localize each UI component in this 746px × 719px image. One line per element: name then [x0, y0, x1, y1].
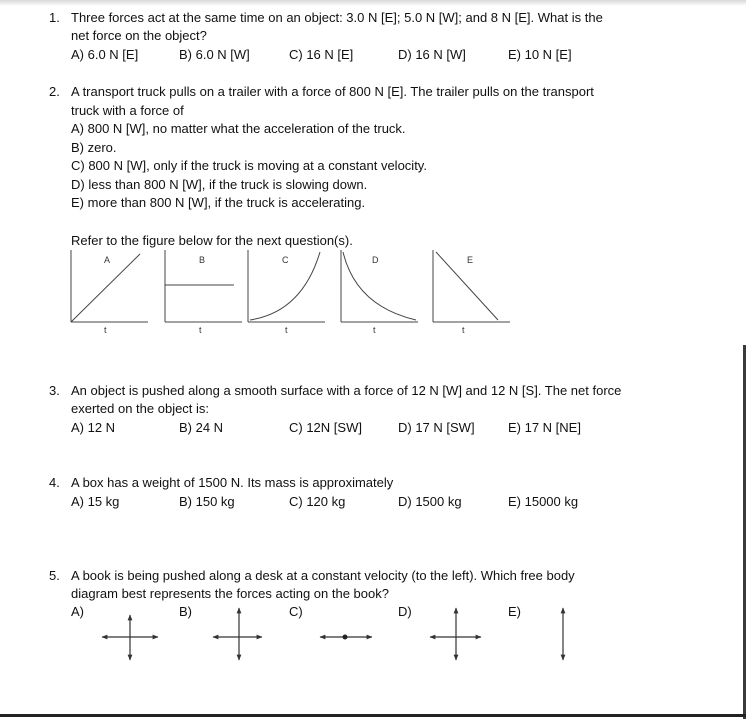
graph-b-axis-label: t [199, 325, 202, 335]
question-number: 3. [49, 383, 60, 398]
answer-option-c: C) 12N [SW] [289, 420, 362, 435]
question-text: diagram best represents the forces acting on the book? [71, 586, 389, 601]
graph-e-axis-label: t [462, 325, 465, 335]
answer-option-d: D) [398, 604, 412, 619]
answer-option-b: B) [179, 604, 192, 619]
answer-option-d: D) 1500 kg [398, 494, 462, 509]
answer-option-b: B) zero. [71, 140, 117, 155]
question-text: exerted on the object is: [71, 401, 210, 416]
fbd-c-point [343, 635, 348, 640]
graph-c-axis-label: t [285, 325, 288, 335]
answer-option-e: E) 15000 kg [508, 494, 579, 509]
question-text: A transport truck pulls on a trailer with a force of 800 N [E]. The trailer pulls on the transport [71, 84, 594, 99]
answer-option-e: E) [508, 604, 521, 619]
answer-option-b: B) 150 kg [179, 494, 235, 509]
answer-option-c: C) 800 N [W], only if the truck is moving at a constant velocity. [71, 158, 427, 173]
question-text: A box has a weight of 1500 N. Its mass is approximately [71, 475, 394, 490]
answer-option-e: E) 10 N [E] [508, 47, 572, 62]
answer-option-a: A) 800 N [W], no matter what the acceleration of the truck. [71, 121, 406, 136]
question-text: truck with a force of [71, 103, 184, 118]
fbd-b [213, 608, 262, 660]
question-number: 1. [49, 10, 60, 25]
graph-b-label: B [199, 255, 206, 265]
question-text: A book is being pushed along a desk at a constant velocity (to the left). Which free body [71, 568, 575, 583]
answer-option-a: A) 15 kg [71, 494, 120, 509]
answer-option-b: B) 6.0 N [W] [179, 47, 250, 62]
question-number: 4. [49, 475, 60, 490]
answer-option-d: D) 17 N [SW] [398, 420, 475, 435]
graph-a-label: A [104, 255, 111, 265]
question-number: 5. [49, 568, 60, 583]
answer-option-e: E) 17 N [NE] [508, 420, 581, 435]
answer-option-c: C) [289, 604, 303, 619]
question-text: Three forces act at the same time on an object: 3.0 N [E]; 5.0 N [W]; and 8 N [E]. What is the [71, 10, 603, 25]
answer-option-e: E) more than 800 N [W], if the truck is accelerating. [71, 195, 366, 210]
answer-option-a: A) 12 N [71, 420, 116, 435]
graph-c-label: C [282, 255, 289, 265]
bottom-divider [0, 714, 746, 717]
graph-e-label: E [467, 255, 474, 265]
answer-option-a: A) 6.0 N [E] [71, 47, 139, 62]
question-text: An object is pushed along a smooth surface with a force of 12 N [W] and 12 N [S]. The net force [71, 383, 622, 398]
question-number: 2. [49, 84, 60, 99]
graph-d-label: D [372, 255, 379, 265]
fbd-a [102, 615, 158, 660]
question-text: net force on the object? [71, 28, 207, 43]
graph-d-axis-label: t [373, 325, 376, 335]
figure-caption: Refer to the figure below for the next question(s). [71, 233, 353, 248]
fbd-d [430, 608, 481, 660]
graph-a-axis-label: t [104, 325, 107, 335]
answer-option-d: D) 16 N [W] [398, 47, 466, 62]
answer-option-c: C) 120 kg [289, 494, 346, 509]
answer-option-a: A) [71, 604, 84, 619]
answer-option-c: C) 16 N [E] [289, 47, 354, 62]
answer-option-b: B) 24 N [179, 420, 224, 435]
answer-option-d: D) less than 800 N [W], if the truck is slowing down. [71, 177, 368, 192]
